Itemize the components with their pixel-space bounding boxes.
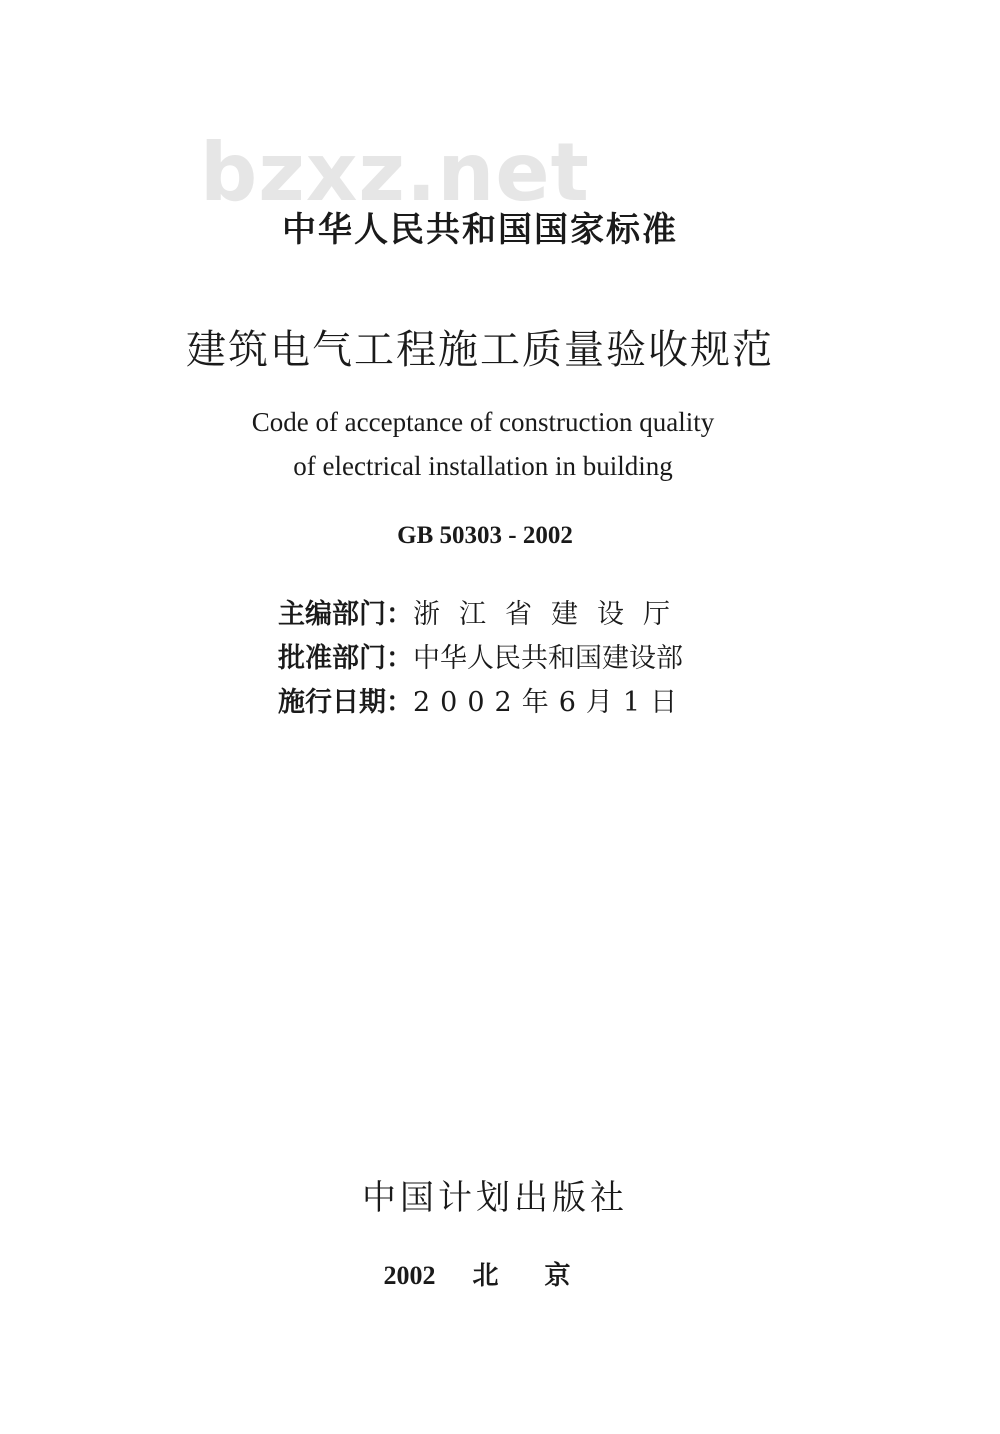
document-title-chinese: 建筑电气工程施工质量验收规范 [186,327,774,373]
effective-date-row [278,680,718,724]
effective-date-value: 2002年6月1日 [413,687,688,718]
approver-row [278,636,718,680]
publication-year: 2002 [383,1261,436,1290]
english-title-line-1: Code of acceptance of construction quality [251,407,715,437]
editor-value: 浙江省建设厅 [413,599,689,630]
editor-row [278,592,718,636]
watermark: bzxz.net [200,126,590,219]
editor-label: 主编部门： [278,599,413,630]
publisher-name: 中国计划出版社 [362,1178,628,1218]
standard-code: GB 50303 - 2002 [397,522,573,549]
national-standard-heading: 中华人民共和国国家标准 [282,210,678,250]
publication-city: 北京 [472,1261,617,1291]
effective-date-label: 施行日期： [278,687,413,718]
approver-label: 批准部门： [278,643,413,674]
document-title-english [0,400,1000,488]
publication-place [0,1255,1000,1292]
document-metadata [278,592,718,724]
english-title-line-2: of electrical installation in building [293,451,673,481]
approver-value: 中华人民共和国建设部 [413,643,683,674]
